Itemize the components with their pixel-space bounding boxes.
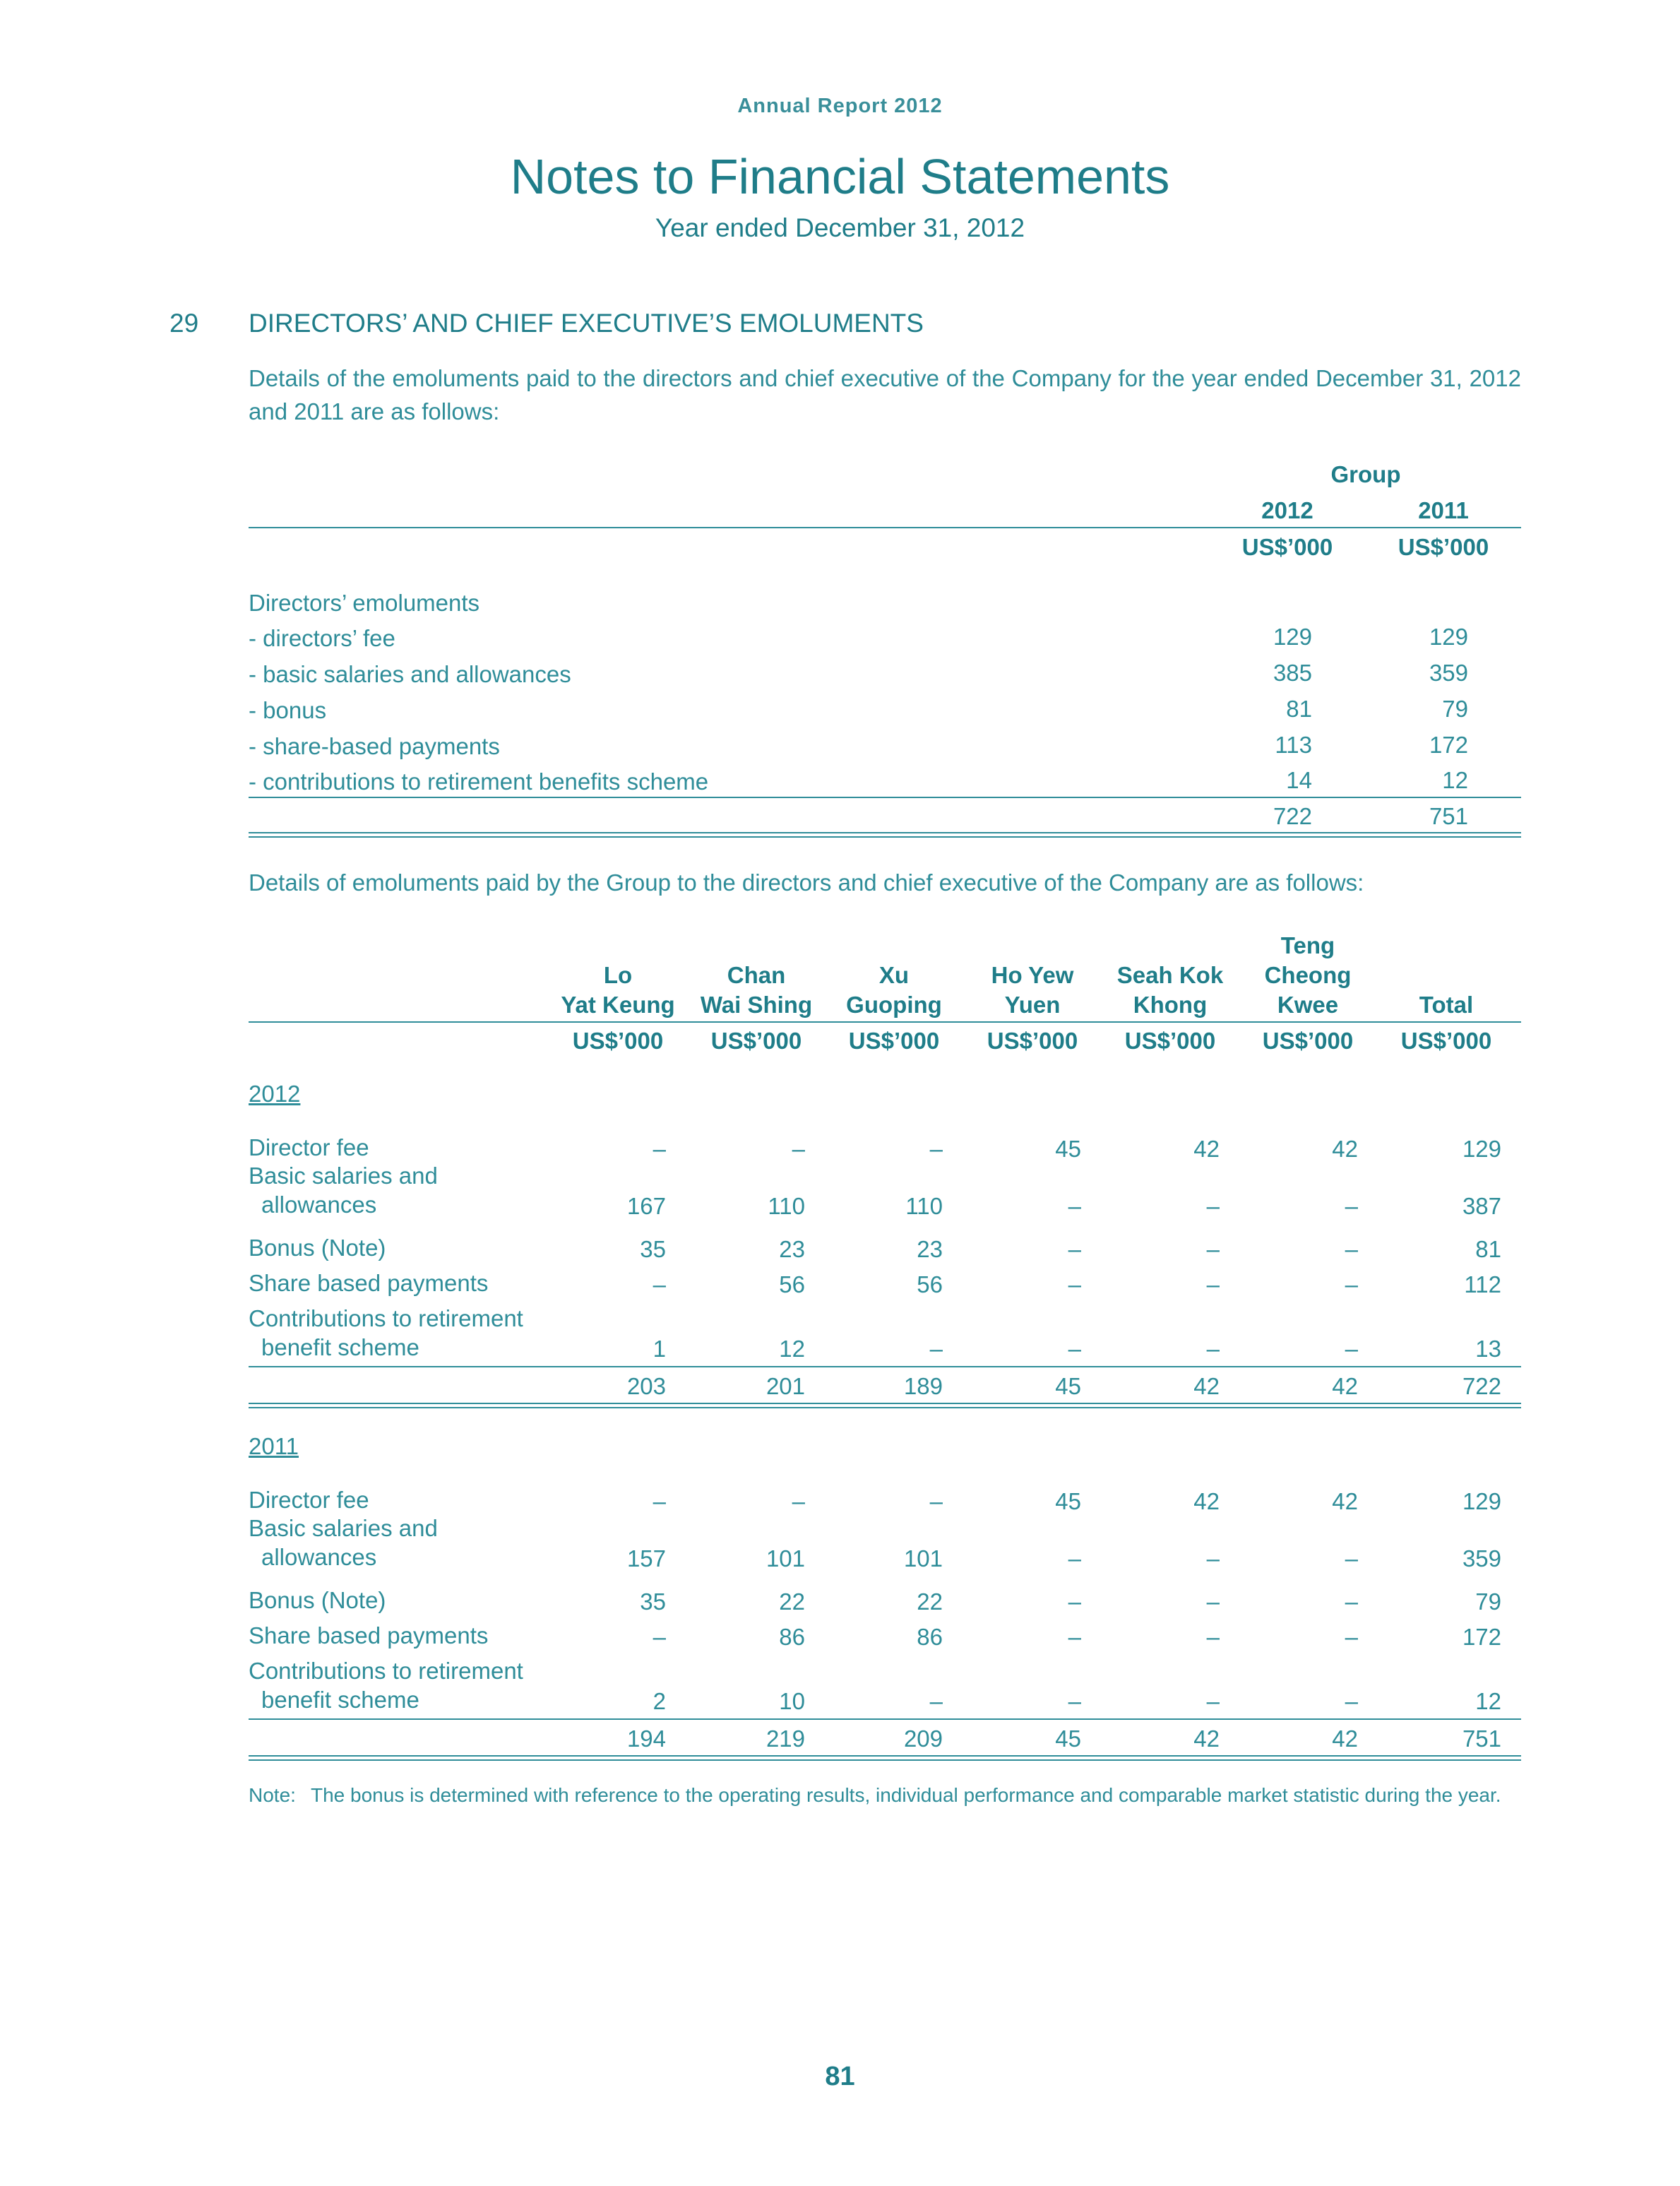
summary-value-2011: 79 (1442, 696, 1468, 722)
detail-row-label: Director fee (249, 1134, 369, 1160)
detail-value: – (1345, 1588, 1358, 1615)
summary-row-label: - contributions to retirement benefits scheme (249, 768, 709, 795)
detail-value: 56 (779, 1271, 805, 1297)
detail-value: – (1206, 1688, 1220, 1714)
summary-row-label: - basic salaries and allowances (249, 661, 571, 687)
detail-value: 129 (1462, 1136, 1501, 1162)
detail-row-label: Bonus (Note) (249, 1235, 386, 1261)
detail-value: – (1206, 1624, 1220, 1650)
footnote-label: Note: (249, 1784, 296, 1806)
detail-value: – (792, 1488, 805, 1514)
detail-total-value: 42 (1332, 1725, 1358, 1752)
column-header-line: Kwee (1277, 992, 1339, 1018)
detail-subtotal-rule (249, 1366, 1521, 1367)
detail-total-value: 194 (626, 1725, 666, 1752)
note-title: DIRECTORS’ AND CHIEF EXECUTIVE’S EMOLUMENTS (249, 309, 924, 338)
summary-heading: Directors’ emoluments (249, 590, 480, 616)
detail-value: – (1345, 1336, 1358, 1362)
detail-value: 42 (1332, 1488, 1358, 1514)
detail-value: 12 (1475, 1688, 1501, 1714)
detail-value: 22 (917, 1588, 943, 1615)
detail-value: – (1206, 1545, 1220, 1572)
detail-value: 35 (640, 1588, 666, 1615)
summary-value-2012: 129 (1273, 624, 1312, 650)
column-unit: US$’000 (848, 1028, 940, 1054)
detail-value: – (1345, 1236, 1358, 1262)
summary-total-rule (249, 832, 1521, 838)
detail-value: – (1345, 1624, 1358, 1650)
page-subheading: Year ended December 31, 2012 (655, 213, 1025, 242)
column-unit: US$’000 (1262, 1028, 1354, 1054)
detail-row-label-cont: allowances (261, 1192, 377, 1218)
detail-value: 2 (653, 1688, 666, 1714)
summary-row-label: - directors’ fee (249, 625, 395, 651)
detail-value: 45 (1055, 1488, 1081, 1514)
year-2011-header: 2011 (1418, 497, 1469, 523)
summary-header-rule (249, 527, 1521, 528)
column-header-line: Wai Shing (700, 992, 813, 1018)
detail-value: – (929, 1336, 943, 1362)
column-header-line: Total (1419, 992, 1474, 1018)
column-header-line: Lo (603, 962, 633, 988)
detail-value: – (1345, 1688, 1358, 1714)
column-header-line: Xu (878, 962, 910, 988)
summary-row-label: - share-based payments (249, 733, 500, 759)
detail-total-value: 42 (1332, 1373, 1358, 1399)
detail-intro: Details of emoluments paid by the Group to the directors and chief executive of the Company are as follows: (249, 869, 1364, 896)
detail-value: – (792, 1136, 805, 1162)
detail-row-label: Bonus (Note) (249, 1587, 386, 1613)
column-header-line: Guoping (846, 992, 942, 1018)
detail-value: 112 (1464, 1271, 1501, 1297)
detail-value: – (1068, 1193, 1081, 1219)
detail-header-rule (249, 1021, 1521, 1023)
detail-row-label: Share based payments (249, 1270, 489, 1296)
detail-value: – (1345, 1193, 1358, 1219)
detail-row-label: Basic salaries and (249, 1515, 438, 1541)
detail-value: 1 (653, 1336, 666, 1362)
detail-total-value: 45 (1055, 1725, 1081, 1752)
detail-row-label: Basic salaries and (249, 1163, 438, 1189)
detail-value: 387 (1462, 1193, 1501, 1219)
summary-subtotal-rule (249, 797, 1521, 798)
detail-total-value: 751 (1462, 1725, 1501, 1752)
year-label: 2012 (249, 1081, 301, 1107)
detail-value: – (653, 1271, 666, 1297)
unit-2011-header: US$’000 (1398, 534, 1489, 560)
column-header-line: Yat Keung (561, 992, 675, 1018)
detail-value: 101 (903, 1545, 943, 1572)
column-unit: US$’000 (1124, 1028, 1216, 1054)
year-label: 2011 (249, 1433, 299, 1459)
detail-value: – (1068, 1624, 1081, 1650)
summary-value-2011: 359 (1429, 660, 1468, 686)
detail-value: – (1068, 1588, 1081, 1615)
detail-row-label: Contributions to retirement (249, 1305, 523, 1331)
detail-value: 22 (779, 1588, 805, 1615)
column-header-line: Teng (1280, 932, 1335, 958)
detail-value: – (1068, 1236, 1081, 1262)
detail-value: 23 (779, 1236, 805, 1262)
detail-value: – (1068, 1545, 1081, 1572)
column-unit: US$’000 (710, 1028, 802, 1054)
summary-value-2011: 12 (1442, 767, 1468, 793)
detail-value: – (653, 1488, 666, 1514)
detail-value: 45 (1055, 1136, 1081, 1162)
detail-subtotal-rule (249, 1718, 1521, 1720)
detail-value: 172 (1462, 1624, 1501, 1650)
note-number: 29 (169, 309, 199, 338)
detail-value: – (929, 1488, 943, 1514)
detail-value: 129 (1462, 1488, 1501, 1514)
summary-value-2011: 129 (1429, 624, 1468, 650)
detail-value: 86 (917, 1624, 943, 1650)
detail-value: 13 (1475, 1336, 1501, 1362)
column-unit: US$’000 (987, 1028, 1078, 1054)
column-header-line: Ho Yew (991, 962, 1074, 988)
detail-value: – (1206, 1588, 1220, 1615)
detail-value: 110 (905, 1193, 943, 1219)
detail-value: – (653, 1136, 666, 1162)
detail-value: 110 (768, 1193, 805, 1219)
detail-total-value: 189 (903, 1373, 943, 1399)
detail-total-value: 209 (903, 1725, 943, 1752)
page-number: 81 (825, 2062, 855, 2091)
detail-total-value: 219 (765, 1725, 805, 1752)
detail-value: 35 (640, 1236, 666, 1262)
detail-total-value: 42 (1193, 1373, 1220, 1399)
detail-row-label: Director fee (249, 1487, 369, 1513)
detail-value: – (1206, 1271, 1220, 1297)
detail-value: – (1068, 1271, 1081, 1297)
detail-value: 42 (1332, 1136, 1358, 1162)
detail-value: – (653, 1624, 666, 1650)
detail-total-rule (249, 1403, 1521, 1408)
year-2012-header: 2012 (1261, 497, 1313, 523)
detail-row-label-cont: benefit scheme (261, 1334, 419, 1360)
unit-2012-header: US$’000 (1241, 534, 1333, 560)
group-label: Group (1330, 461, 1401, 487)
detail-value: 81 (1475, 1236, 1501, 1262)
detail-row-label-cont: benefit scheme (261, 1687, 419, 1713)
column-header-line: Khong (1133, 992, 1208, 1018)
section-intro: Details of the emoluments paid to the directors and chief executive of the Company for the year ended December 31, 2012 and 2011 are as follows: (249, 365, 1521, 424)
detail-value: – (1345, 1545, 1358, 1572)
detail-value: – (1068, 1336, 1081, 1362)
column-header-line: Cheong (1264, 962, 1352, 988)
detail-value: 12 (779, 1336, 805, 1362)
detail-value: 167 (626, 1193, 666, 1219)
summary-value-2012: 14 (1286, 767, 1312, 793)
detail-value: – (1206, 1236, 1220, 1262)
detail-value: 157 (626, 1545, 666, 1572)
detail-value: 56 (917, 1271, 943, 1297)
report-title: Annual Report 2012 (737, 95, 943, 117)
detail-value: 10 (779, 1688, 805, 1714)
detail-value: – (1068, 1688, 1081, 1714)
summary-total-2011: 751 (1429, 803, 1468, 829)
footnote-text: The bonus is determined with reference to the operating results, individual performance and comparable market statistic during the year. (311, 1784, 1501, 1806)
detail-total-value: 722 (1462, 1373, 1501, 1399)
detail-total-value: 42 (1193, 1725, 1220, 1752)
detail-row-label-cont: allowances (261, 1544, 377, 1570)
detail-value: 23 (917, 1236, 943, 1262)
summary-value-2012: 113 (1275, 732, 1312, 758)
column-unit: US$’000 (1400, 1028, 1492, 1054)
detail-value: – (1345, 1271, 1358, 1297)
detail-row-label: Share based payments (249, 1622, 489, 1649)
detail-value: 79 (1475, 1588, 1501, 1615)
detail-value: 101 (765, 1545, 805, 1572)
column-header-line: Yuen (1004, 992, 1061, 1018)
detail-value: 42 (1193, 1136, 1220, 1162)
column-header-line: Chan (727, 962, 786, 988)
detail-value: – (1206, 1336, 1220, 1362)
column-unit: US$’000 (572, 1028, 664, 1054)
summary-value-2012: 81 (1286, 696, 1312, 722)
detail-total-value: 201 (765, 1373, 805, 1399)
detail-total-rule (249, 1755, 1521, 1761)
summary-total-2012: 722 (1273, 803, 1312, 829)
detail-total-value: 45 (1055, 1373, 1081, 1399)
summary-row-label: - bonus (249, 697, 327, 723)
column-header-line: Seah Kok (1116, 962, 1224, 988)
detail-total-value: 203 (626, 1373, 666, 1399)
detail-value: 86 (779, 1624, 805, 1650)
detail-value: 359 (1462, 1545, 1501, 1572)
detail-row-label: Contributions to retirement (249, 1658, 523, 1684)
detail-value: – (929, 1136, 943, 1162)
summary-value-2011: 172 (1429, 732, 1468, 758)
detail-value: 42 (1193, 1488, 1220, 1514)
detail-value: – (929, 1688, 943, 1714)
summary-value-2012: 385 (1273, 660, 1312, 686)
detail-value: – (1206, 1193, 1220, 1219)
page-heading: Notes to Financial Statements (510, 149, 1170, 204)
